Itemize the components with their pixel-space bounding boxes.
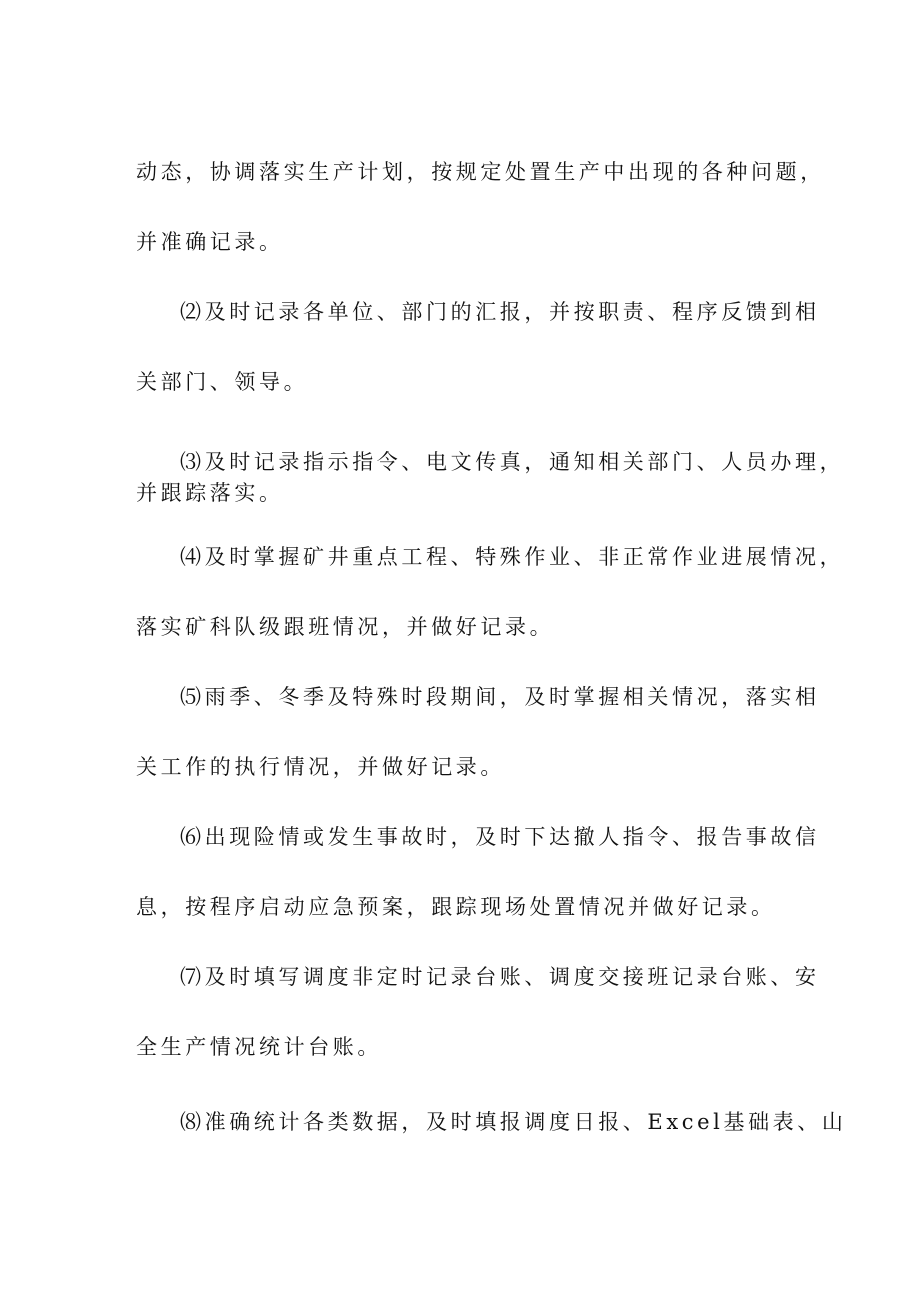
- list-item-2-line-1: ⑵及时记录各单位、部门的汇报，并按职责、程序反馈到相: [180, 300, 820, 324]
- list-item-7-line-1: ⑺及时填写调度非定时记录台账、调度交接班记录台账、安: [180, 965, 820, 989]
- list-item-4-line-2: 落实矿科队级跟班情况，并做好记录。: [136, 615, 555, 639]
- list-item-6-line-2: 息，按程序启动应急预案，跟踪现场处置情况并做好记录。: [136, 895, 776, 919]
- list-item-4-line-1: ⑷及时掌握矿井重点工程、特殊作业、非正常作业进展情况，: [180, 545, 845, 569]
- paragraph-line: 并准确记录。: [136, 230, 284, 254]
- paragraph-line: 动态，协调落实生产计划，按规定处置生产中出现的各种问题，: [136, 160, 825, 184]
- list-item-5-line-2: 关工作的执行情况，并做好记录。: [136, 755, 505, 779]
- list-item-2-line-2: 关部门、领导。: [136, 370, 309, 394]
- list-item-6-line-1: ⑹出现险情或发生事故时，及时下达撤人指令、报告事故信: [180, 825, 820, 849]
- list-item-8-line-1: ⑻准确统计各类数据，及时填报调度日报、Excel基础表、山: [180, 1110, 847, 1134]
- list-item-3-line-1: ⑶及时记录指示指令、电文传真，通知相关部门、人员办理，: [180, 450, 845, 474]
- list-item-3-line-2: 并跟踪落实。: [136, 481, 284, 505]
- list-item-7-line-2: 全生产情况统计台账。: [136, 1035, 382, 1059]
- list-item-5-line-1: ⑸雨季、冬季及特殊时段期间，及时掌握相关情况，落实相: [180, 685, 820, 709]
